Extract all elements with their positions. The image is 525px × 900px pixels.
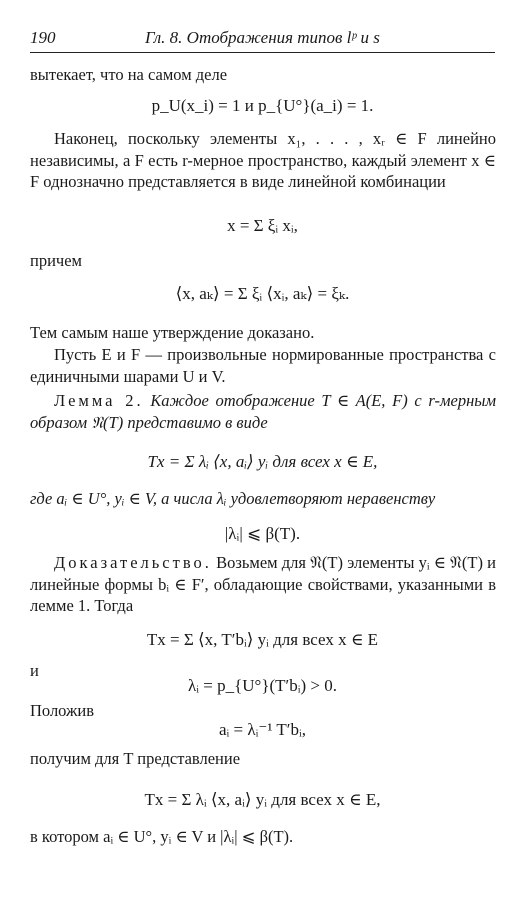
lemma-label: Лемма 2.	[54, 391, 144, 410]
paragraph-10: получим для T представление	[30, 749, 241, 768]
proof-label: Доказательство.	[54, 553, 212, 572]
paragraph-1: вытекает, что на самом деле	[30, 65, 228, 84]
paragraph-6: где aᵢ ∈ U°, yᵢ ∈ V, а числа λᵢ удовлетворяют неравенству	[30, 489, 436, 508]
formula-9: Tx = Σ λᵢ ⟨x, aᵢ⟩ yᵢ для всех x ∈ E,	[144, 790, 381, 809]
chapter-title: Гл. 8. Отображения типов lᵖ и s	[145, 28, 380, 47]
page-number: 190	[30, 28, 56, 47]
formula-6: Tx = Σ ⟨x, T′bᵢ⟩ yᵢ для всех x ∈ E	[146, 630, 379, 649]
formula-2-text: x = Σ ξᵢ xᵢ,	[227, 216, 298, 235]
formula-7: λᵢ = p_{U°}(T′bᵢ) > 0.	[187, 676, 338, 695]
paragraph-11: в котором aᵢ ∈ U°, yᵢ ∈ V и |λᵢ| ⩽ β(T).	[30, 827, 294, 846]
formula-4	[0, 452, 525, 472]
formula-5: |λᵢ| ⩽ β(T).	[224, 524, 301, 543]
formula-3: ⟨x, aₖ⟩ = Σ ξᵢ ⟨xᵢ, aₖ⟩ = ξₖ.	[175, 284, 350, 303]
proof-text: Возьмем для 𝔑(T) элементы yᵢ ∈ 𝔑(T) и линейные формы bᵢ ∈ F′, обладающие свойствами, указанными в лемме 1. Тогда	[30, 553, 496, 615]
lemma-2	[30, 390, 496, 433]
paragraph-5: Пусть E и F — произвольные нормированные пространства с единичными шарами U и V.	[30, 345, 496, 386]
paragraph-3: причем	[30, 251, 82, 270]
header-rule	[30, 52, 495, 53]
formula-1: p_U(x_i) = 1 и p_{U°}(a_i) = 1.	[151, 96, 374, 115]
paragraph-8: и	[30, 661, 39, 680]
paragraph-4: Тем самым наше утверждение доказано.	[30, 323, 315, 342]
formula-8: aᵢ = λᵢ⁻¹ T′bᵢ,	[218, 720, 307, 739]
formula-4-text: Tx = Σ λᵢ ⟨x, aᵢ⟩ yᵢ для всех x ∈ E,	[147, 452, 378, 471]
paragraph-9: Положив	[30, 701, 95, 720]
lemma-text: Каждое отображение T ∈ A(E, F) с r-мерным образом 𝔑(T) представимо в виде	[30, 391, 497, 432]
paragraph-2: Наконец, поскольку элементы x₁, . . . , xᵣ ∈ F линейно независимы, а F есть r-мерное пространство, каждый элемент x ∈ F однозначно представляется в виде линейной комбинации	[30, 129, 496, 191]
formula-2	[0, 216, 525, 236]
proof	[30, 552, 496, 617]
